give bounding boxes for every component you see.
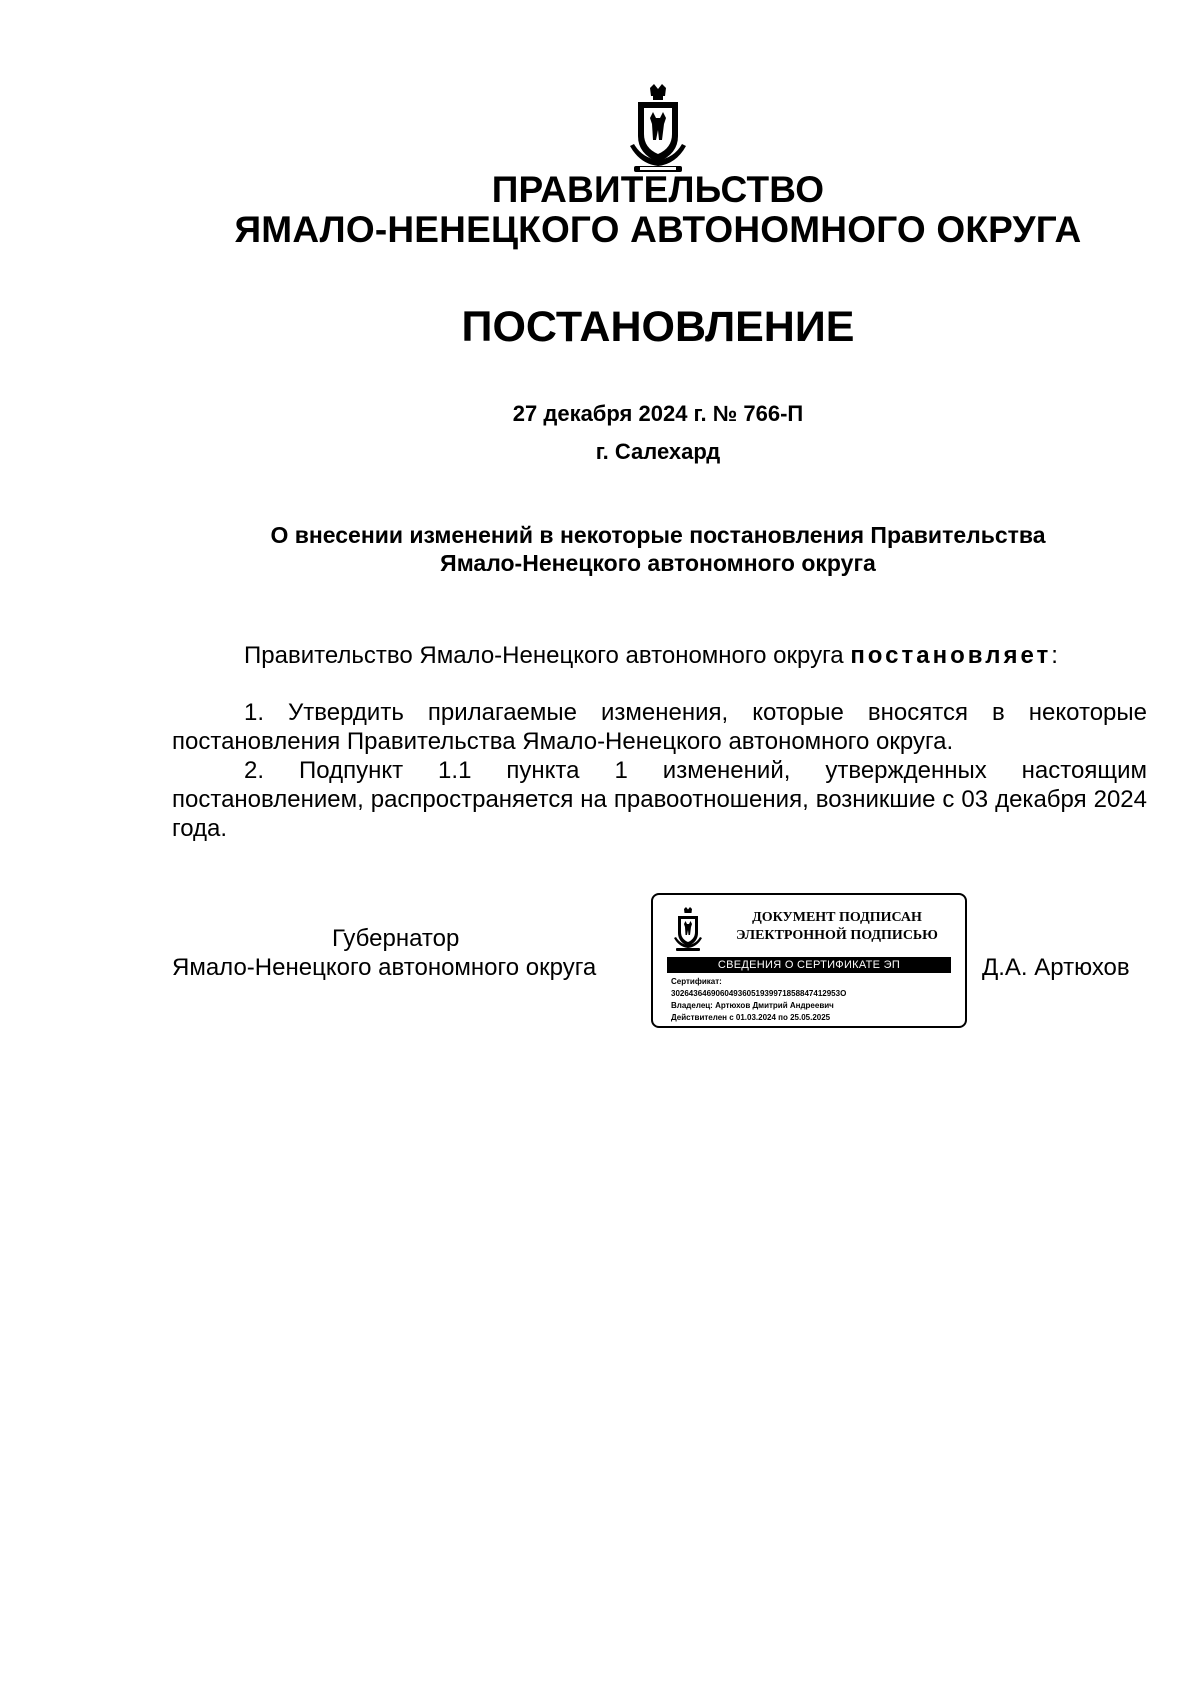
- decree-subject: [200, 521, 1116, 577]
- certificate-owner: Владелец: Артюхов Дмитрий Андреевич: [671, 1001, 834, 1010]
- certificate-number: 30264364690604936051939971858847412953O: [671, 989, 847, 998]
- signatory-name: Д.А. Артюхов: [982, 954, 1130, 981]
- certificate-label: Сертификат:: [671, 977, 722, 986]
- signatory-position: [172, 924, 642, 982]
- government-title-line2: ЯМАЛО-НЕНЕЦКОГО АВТОНОМНОГО ОКРУГА: [234, 209, 1082, 250]
- coat-of-arms-icon: [673, 907, 703, 953]
- decree-type-heading: ПОСТАНОВЛЕНИЕ: [461, 303, 855, 351]
- government-title-line1: ПРАВИТЕЛЬСТВО: [491, 169, 825, 210]
- stamp-heading-line1: ДОКУМЕНТ ПОДПИСАН: [752, 910, 922, 925]
- signatory-position-line2: Ямало-Ненецкого автономного округа: [172, 954, 597, 981]
- certificate-details: [671, 976, 961, 1024]
- certificate-validity: Действителен с 01.03.2024 по 25.05.2025: [671, 1013, 831, 1022]
- preamble-text: Правительство Ямало-Ненецкого автономного округа: [244, 642, 851, 669]
- preamble-emphasis: постановляет: [850, 642, 1052, 669]
- certificate-info-bar: СВЕДЕНИЯ О СЕРТИФИКАТЕ ЭП: [667, 957, 951, 973]
- date-and-number: 27 декабря 2024 г. № 766-П: [512, 401, 804, 426]
- stamp-heading: [719, 909, 955, 945]
- city: г. Салехард: [595, 439, 721, 464]
- subject-line1: О внесении изменений в некоторые постановления Правительства: [270, 522, 1046, 548]
- preamble-colon: :: [1051, 642, 1058, 669]
- stamp-heading-line2: ЭЛЕКТРОННОЙ ПОДПИСЬЮ: [736, 928, 938, 943]
- electronic-signature-stamp: [651, 893, 967, 1028]
- signatory-position-line1: Губернатор: [332, 925, 460, 952]
- subject-line2: Ямало-Ненецкого автономного округа: [440, 550, 876, 576]
- coat-of-arms-icon: [628, 84, 688, 176]
- clause-1: 1. Утвердить прилагаемые изменения, которые вносятся в некоторые постановления Правительства Ямало-Ненецкого автономного округа.: [172, 699, 1147, 755]
- preamble: [172, 641, 1147, 670]
- clause-2: 2. Подпункт 1.1 пункта 1 изменений, утвержденных настоящим постановлением, распространяется на правоотношения, возникшие с 03 декабря 2024 года.: [172, 757, 1147, 842]
